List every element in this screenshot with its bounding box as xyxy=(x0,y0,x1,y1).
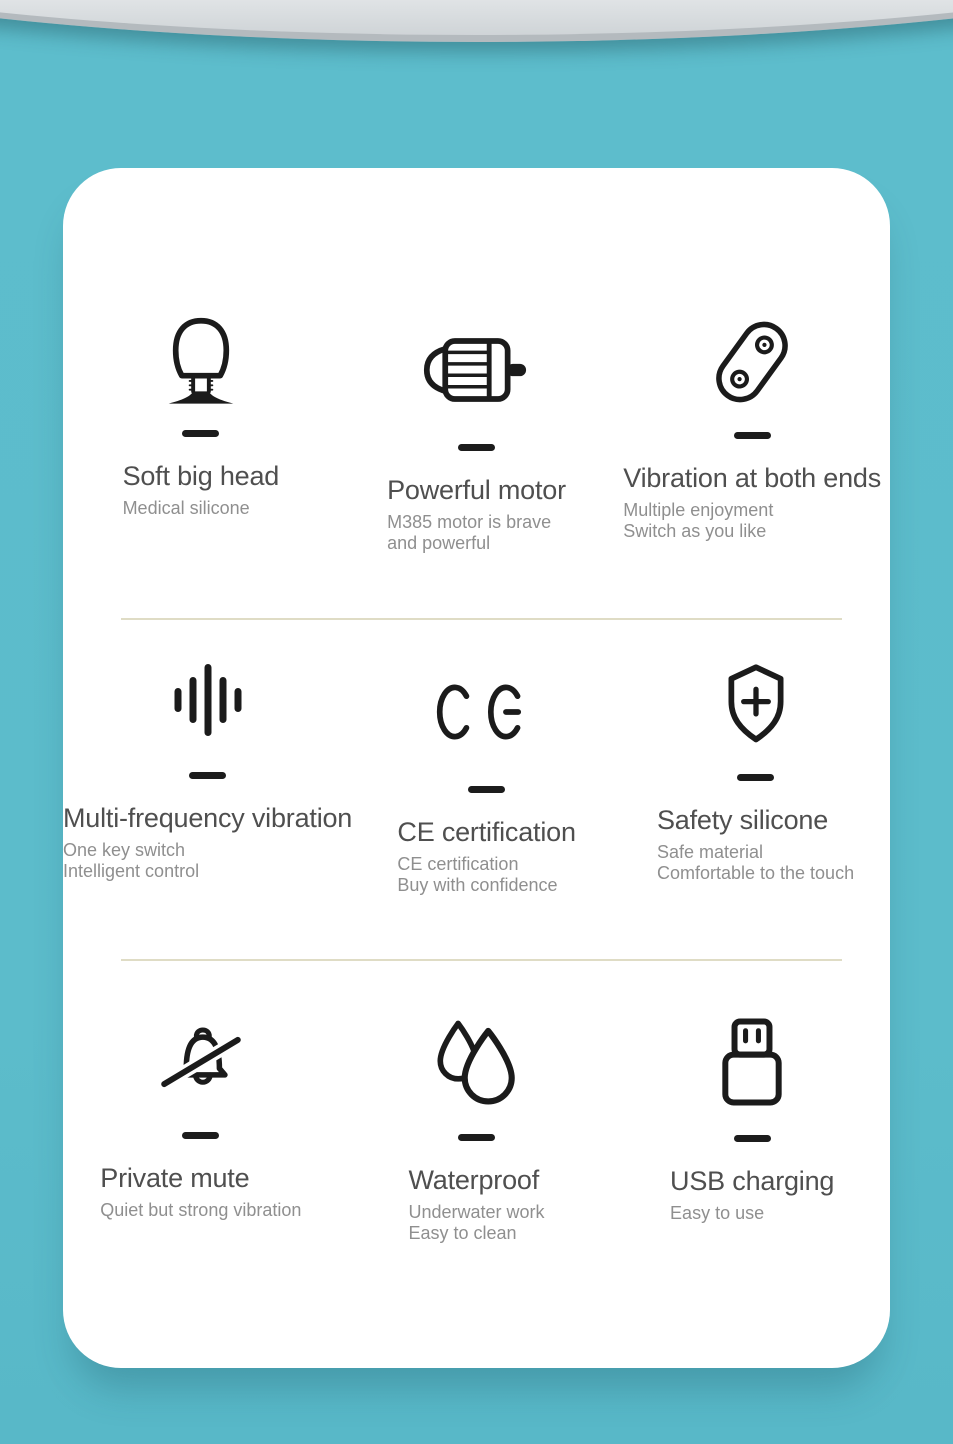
feature-title: Vibration at both ends xyxy=(623,463,882,493)
frequency-bars-icon xyxy=(158,630,258,750)
feature-multi-frequency xyxy=(63,630,352,896)
features-row-1 xyxy=(63,288,890,554)
feature-subtitle: Multiple enjoyment Switch as you like xyxy=(623,500,774,541)
feature-title: CE certification xyxy=(397,817,576,847)
dual-vibrator-icon xyxy=(706,288,798,410)
icon-underline xyxy=(737,774,774,781)
feature-usb-charging xyxy=(614,988,890,1244)
icon-underline xyxy=(458,444,495,451)
feature-private-mute xyxy=(63,988,339,1244)
feature-subtitle: CE certification Buy with confidence xyxy=(397,854,558,895)
icon-underline xyxy=(182,430,219,437)
feature-subtitle: M385 motor is brave and powerful xyxy=(387,512,552,553)
feature-powerful-motor xyxy=(339,288,615,554)
feature-title: USB charging xyxy=(670,1166,835,1196)
feature-vibration-both-ends xyxy=(614,288,890,554)
feature-subtitle: Quiet but strong vibration xyxy=(100,1200,302,1220)
feature-title: Soft big head xyxy=(122,461,280,491)
icon-underline xyxy=(734,432,771,439)
icon-underline xyxy=(468,786,505,793)
feature-title: Safety silicone xyxy=(656,805,829,835)
feature-title: Private mute xyxy=(100,1163,250,1193)
feature-title: Powerful motor xyxy=(387,475,566,505)
water-drops-icon xyxy=(429,988,523,1112)
features-card xyxy=(63,168,890,1368)
feature-ce-certification xyxy=(352,630,621,896)
feature-title: Multi-frequency vibration xyxy=(63,803,353,833)
feature-subtitle: Underwater work Easy to clean xyxy=(408,1202,545,1243)
features-row-3 xyxy=(63,988,890,1244)
feature-subtitle: One key switch Intelligent control xyxy=(63,840,200,881)
muted-bell-icon xyxy=(155,988,247,1110)
icon-underline xyxy=(458,1134,495,1141)
massager-head-icon xyxy=(157,288,245,408)
motor-icon xyxy=(418,288,534,422)
feature-subtitle: Easy to use xyxy=(670,1203,765,1223)
feature-subtitle: Medical silicone xyxy=(122,498,250,518)
feature-subtitle: Safe material Comfortable to the touch xyxy=(656,842,855,883)
product-base-photo-edge xyxy=(0,0,953,42)
features-row-2 xyxy=(63,630,890,896)
row-divider xyxy=(121,618,842,620)
usb-plug-icon xyxy=(706,988,798,1113)
feature-soft-big-head xyxy=(63,288,339,554)
row-divider xyxy=(121,959,842,961)
ce-mark-icon xyxy=(434,630,540,764)
feature-waterproof xyxy=(339,988,615,1244)
icon-underline xyxy=(182,1132,219,1139)
shield-plus-icon xyxy=(712,630,800,752)
icon-underline xyxy=(189,772,226,779)
icon-underline xyxy=(734,1135,771,1142)
feature-title: Waterproof xyxy=(408,1165,540,1195)
feature-safety-silicone xyxy=(621,630,890,896)
